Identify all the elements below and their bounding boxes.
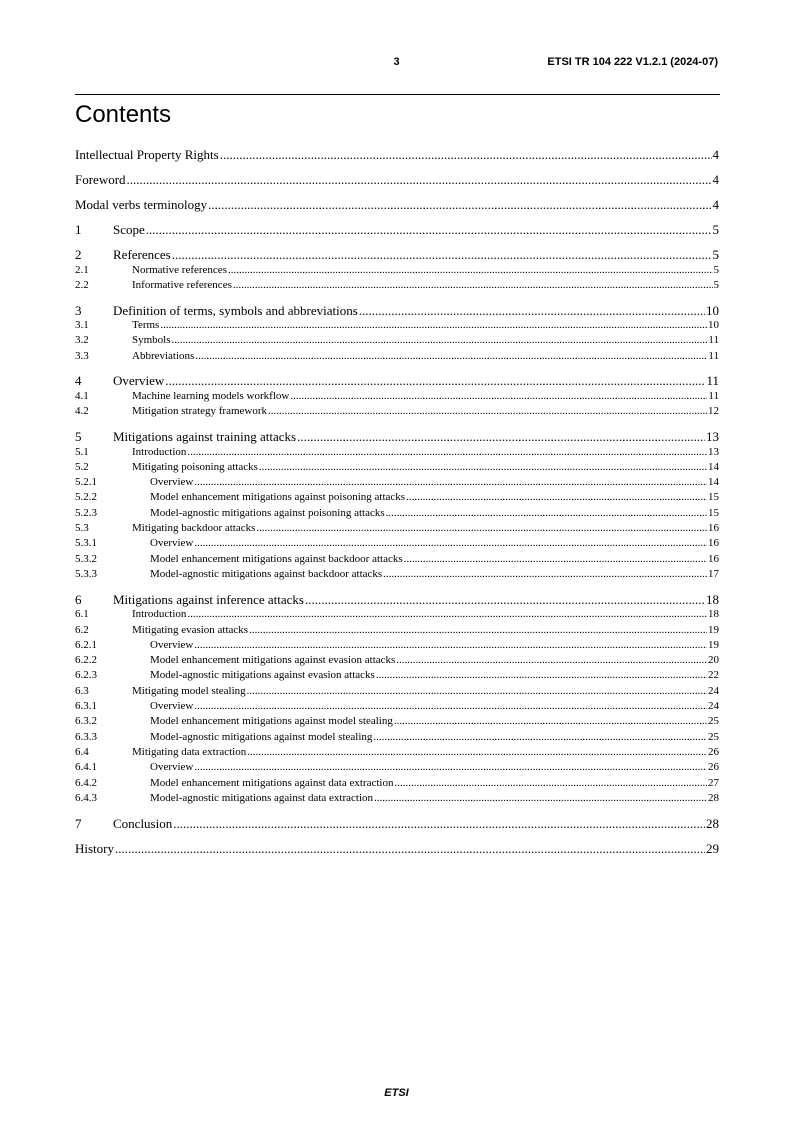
toc-dot-leader	[404, 552, 707, 567]
toc-entry-page[interactable]: 28	[706, 815, 719, 831]
toc-entry-number: 5.2.2	[75, 491, 97, 504]
toc-entry-number: 4	[75, 373, 82, 389]
toc-entry-page[interactable]: 4	[712, 172, 719, 187]
toc-entry-page[interactable]: 25	[708, 715, 719, 728]
header-rule	[75, 94, 720, 95]
toc-entry-number: 5.2.1	[75, 476, 97, 489]
toc-entry-number: 6.4	[75, 745, 89, 758]
page-title: Contents	[75, 101, 172, 128]
toc-entry[interactable]	[75, 278, 719, 293]
toc-entry[interactable]	[75, 592, 719, 608]
toc-entry[interactable]	[75, 460, 719, 475]
toc-entry-number: 5.3.3	[75, 567, 97, 580]
toc-dot-leader	[194, 536, 707, 551]
toc-entry-page[interactable]: 14	[708, 460, 719, 473]
toc-entry-title[interactable]: Introduction	[132, 445, 187, 458]
toc-entry[interactable]	[75, 404, 719, 419]
toc-entry[interactable]	[75, 552, 719, 567]
toc-dot-leader	[194, 638, 707, 653]
toc-entry[interactable]	[75, 745, 719, 760]
toc-entry-number: 6.2.2	[75, 654, 97, 667]
toc-entry[interactable]	[75, 333, 719, 348]
toc-entry-number: 5.3.1	[75, 537, 97, 550]
toc-dot-leader	[259, 460, 707, 475]
toc-entry-number: 5.3.2	[75, 552, 97, 565]
toc-entry-page[interactable]: 24	[708, 684, 719, 697]
toc-entry-page[interactable]: 15	[708, 506, 719, 519]
toc-entry-page[interactable]: 11	[708, 389, 719, 402]
toc-dot-leader	[187, 607, 707, 622]
toc-dot-leader	[290, 389, 707, 404]
toc-entry[interactable]	[75, 623, 719, 638]
toc-dot-leader	[194, 760, 707, 775]
toc-dot-leader	[359, 303, 705, 319]
toc-entry-number: 6.4.3	[75, 791, 97, 804]
toc-entry[interactable]	[75, 506, 719, 521]
toc-entry-page[interactable]: 20	[708, 654, 719, 667]
toc-dot-leader	[146, 222, 712, 238]
toc-entry[interactable]	[75, 668, 719, 683]
toc-entry[interactable]	[75, 197, 719, 213]
toc-entry-title[interactable]: Overview	[150, 537, 194, 550]
toc-entry-title[interactable]: Mitigations against training attacks	[113, 429, 297, 445]
toc-entry-number: 6.4.2	[75, 776, 97, 789]
toc-entry-page[interactable]: 16	[708, 522, 719, 535]
toc-dot-leader	[172, 333, 708, 348]
toc-entry-number: 3.1	[75, 319, 89, 332]
toc-entry[interactable]	[75, 373, 719, 389]
toc-entry-title[interactable]: History	[75, 840, 114, 856]
toc-dot-leader	[173, 816, 705, 832]
toc-dot-leader	[194, 475, 707, 490]
toc-entry-page[interactable]: 17	[708, 567, 719, 580]
toc-entry-title[interactable]: Mitigating data extraction	[132, 745, 247, 758]
toc-entry-title[interactable]: Definition of terms, symbols and abbreviations	[113, 302, 358, 318]
toc-dot-leader	[115, 841, 705, 857]
toc-entry-title[interactable]: Overview	[150, 761, 194, 774]
toc-entry-title[interactable]: Modal verbs terminology	[75, 197, 208, 212]
toc-entry-page[interactable]: 25	[708, 730, 719, 743]
toc-entry-page[interactable]: 16	[708, 537, 719, 550]
toc-dot-leader	[406, 490, 707, 505]
toc-dot-leader	[228, 263, 713, 278]
toc-entry-page[interactable]: 5	[713, 263, 719, 276]
toc-entry-page[interactable]: 13	[708, 445, 719, 458]
document-id: ETSI TR 104 222 V1.2.1 (2024-07)	[547, 56, 718, 68]
toc-entry-number: 2.1	[75, 263, 89, 276]
toc-entry-page[interactable]: 10	[708, 319, 719, 332]
toc-entry[interactable]	[75, 816, 719, 832]
toc-entry-page[interactable]: 27	[708, 776, 719, 789]
toc-entry-title[interactable]: Model enhancement mitigations against evasion attacks	[150, 654, 396, 667]
toc-entry-number: 6.4.1	[75, 761, 97, 774]
toc-entry[interactable]	[75, 263, 719, 278]
toc-entry-title[interactable]: Symbols	[132, 334, 171, 347]
toc-entry[interactable]	[75, 490, 719, 505]
toc-entry-page[interactable]: 15	[708, 491, 719, 504]
toc-entry-title[interactable]: Model enhancement mitigations against backdoor attacks	[150, 552, 403, 565]
toc-entry[interactable]	[75, 714, 719, 729]
toc-dot-leader	[256, 521, 707, 536]
toc-entry-page[interactable]: 10	[706, 302, 719, 318]
toc-entry-page[interactable]: 11	[708, 334, 719, 347]
toc-dot-leader	[127, 172, 712, 188]
toc-entry-page[interactable]: 18	[706, 591, 719, 607]
toc-entry-number: 2	[75, 247, 82, 262]
table-of-contents	[75, 147, 719, 856]
toc-entry-number: 5.2	[75, 460, 89, 473]
toc-entry-number: 5.2.3	[75, 506, 97, 519]
toc-entry-page[interactable]: 11	[706, 373, 719, 389]
toc-dot-leader	[374, 791, 707, 806]
page-number: 3	[393, 56, 400, 68]
toc-entry-title[interactable]: Overview	[150, 700, 194, 713]
toc-entry[interactable]	[75, 247, 719, 263]
toc-dot-leader	[165, 373, 705, 389]
toc-entry-title[interactable]: Model enhancement mitigations against poisoning attacks	[150, 491, 406, 504]
toc-dot-leader	[394, 714, 707, 729]
toc-entry-title[interactable]: Model-agnostic mitigations against data extraction	[150, 791, 373, 804]
toc-entry-page[interactable]: 22	[708, 669, 719, 682]
toc-entry[interactable]	[75, 684, 719, 699]
toc-entry-number: 2.2	[75, 278, 89, 291]
toc-dot-leader	[249, 623, 707, 638]
toc-entry[interactable]	[75, 776, 719, 791]
toc-entry-title[interactable]: Mitigating model stealing	[132, 684, 246, 697]
toc-entry[interactable]	[75, 172, 719, 188]
toc-entry-page[interactable]: 19	[708, 638, 719, 651]
toc-entry-number: 6.2.3	[75, 669, 97, 682]
toc-entry-number: 6.3	[75, 684, 89, 697]
toc-entry[interactable]	[75, 567, 719, 582]
toc-entry-title[interactable]: Model enhancement mitigations against data extraction	[150, 776, 394, 789]
toc-entry-title[interactable]: Overview	[150, 638, 194, 651]
toc-entry-title[interactable]: Mitigating poisoning attacks	[132, 460, 258, 473]
toc-dot-leader	[160, 318, 707, 333]
toc-entry-title[interactable]: Intellectual Property Rights	[75, 147, 219, 162]
toc-entry-page[interactable]: 13	[706, 429, 719, 445]
toc-entry-number: 5.3	[75, 522, 89, 535]
toc-entry-number: 6.3.3	[75, 730, 97, 743]
toc-entry-number: 5.1	[75, 445, 89, 458]
toc-entry-title[interactable]: Model-agnostic mitigations against model stealing	[150, 730, 373, 743]
toc-dot-leader	[194, 699, 707, 714]
toc-entry[interactable]	[75, 303, 719, 319]
toc-dot-leader	[195, 349, 707, 364]
toc-entry[interactable]	[75, 429, 719, 445]
toc-entry-title[interactable]: Terms	[132, 319, 160, 332]
toc-entry-title[interactable]: Mitigating evasion attacks	[132, 623, 249, 636]
toc-dot-leader	[394, 776, 707, 791]
toc-entry-page[interactable]: 24	[708, 700, 719, 713]
toc-entry[interactable]	[75, 760, 719, 775]
toc-entry-page[interactable]: 12	[708, 405, 719, 418]
toc-dot-leader	[376, 668, 707, 683]
toc-entry-title[interactable]: Model-agnostic mitigations against backdoor attacks	[150, 567, 383, 580]
toc-entry-title[interactable]: References	[113, 247, 171, 262]
toc-entry-title[interactable]: Mitigating backdoor attacks	[132, 522, 256, 535]
toc-dot-leader	[396, 653, 707, 668]
toc-entry-page[interactable]: 28	[708, 791, 719, 804]
toc-entry[interactable]	[75, 349, 719, 364]
toc-entry-number: 6.2	[75, 623, 89, 636]
toc-entry-page[interactable]: 26	[708, 745, 719, 758]
toc-entry-title[interactable]: Informative references	[132, 278, 232, 291]
toc-entry-number: 4.1	[75, 389, 89, 402]
toc-dot-leader	[220, 147, 712, 163]
toc-entry-page[interactable]: 18	[708, 608, 719, 621]
toc-entry-number: 3.3	[75, 349, 89, 362]
toc-entry-title[interactable]: Introduction	[132, 608, 187, 621]
toc-entry-number: 6.3.2	[75, 715, 97, 728]
toc-entry-title[interactable]: Foreword	[75, 172, 126, 187]
toc-entry-page[interactable]: 29	[706, 840, 719, 856]
toc-entry-number: 4.2	[75, 405, 89, 418]
toc-entry-page[interactable]: 4	[712, 147, 719, 162]
toc-entry[interactable]	[75, 147, 719, 163]
toc-entry-number: 3.2	[75, 334, 89, 347]
toc-entry-title[interactable]: Abbreviations	[132, 349, 195, 362]
toc-entry-title[interactable]: Scope	[113, 222, 145, 237]
toc-entry-number: 6	[75, 591, 82, 607]
toc-entry[interactable]	[75, 536, 719, 551]
toc-entry-page[interactable]: 4	[712, 197, 719, 212]
toc-entry[interactable]	[75, 607, 719, 622]
toc-dot-leader	[373, 730, 707, 745]
toc-entry-page[interactable]: 16	[708, 552, 719, 565]
toc-entry-page[interactable]: 19	[708, 623, 719, 636]
toc-entry[interactable]	[75, 841, 719, 857]
toc-entry-title[interactable]: Conclusion	[113, 815, 173, 831]
toc-dot-leader	[383, 567, 707, 582]
toc-entry-page[interactable]: 14	[708, 476, 719, 489]
toc-entry[interactable]	[75, 222, 719, 238]
toc-entry-title[interactable]: Machine learning models workflow	[132, 389, 290, 402]
toc-entry-title[interactable]: Normative references	[132, 263, 227, 276]
toc-entry-number: 6.1	[75, 608, 89, 621]
toc-entry-title[interactable]: Mitigations against inference attacks	[113, 591, 304, 607]
toc-dot-leader	[247, 745, 707, 760]
toc-dot-leader	[187, 445, 707, 460]
toc-entry[interactable]	[75, 791, 719, 806]
toc-entry-title[interactable]: Overview	[150, 476, 194, 489]
toc-entry-title[interactable]: Model enhancement mitigations against model stealing	[150, 715, 393, 728]
toc-entry-number: 5	[75, 429, 82, 445]
toc-entry[interactable]	[75, 475, 719, 490]
toc-entry[interactable]	[75, 699, 719, 714]
toc-dot-leader	[386, 506, 707, 521]
toc-entry-page[interactable]: 11	[708, 349, 719, 362]
toc-entry[interactable]	[75, 318, 719, 333]
toc-entry[interactable]	[75, 653, 719, 668]
toc-entry-number: 6.2.1	[75, 638, 97, 651]
toc-dot-leader	[172, 247, 712, 263]
toc-dot-leader	[268, 404, 707, 419]
toc-dot-leader	[208, 197, 711, 213]
toc-entry-page[interactable]: 5	[713, 278, 719, 291]
toc-entry-number: 1	[75, 222, 82, 237]
toc-entry-title[interactable]: Mitigation strategy framework	[132, 405, 268, 418]
toc-dot-leader	[297, 429, 705, 445]
toc-dot-leader	[247, 684, 707, 699]
toc-entry-title[interactable]: Overview	[113, 373, 165, 389]
toc-entry-title[interactable]: Model-agnostic mitigations against poisoning attacks	[150, 506, 385, 519]
toc-dot-leader	[233, 278, 713, 293]
toc-entry[interactable]	[75, 521, 719, 536]
toc-entry-page[interactable]: 26	[708, 761, 719, 774]
toc-dot-leader	[305, 592, 705, 608]
toc-entry[interactable]	[75, 389, 719, 404]
toc-entry[interactable]	[75, 638, 719, 653]
toc-entry-number: 3	[75, 302, 82, 318]
toc-entry-page[interactable]: 5	[712, 247, 719, 262]
footer-etsi: ETSI	[384, 1087, 409, 1099]
toc-entry[interactable]	[75, 445, 719, 460]
toc-entry[interactable]	[75, 730, 719, 745]
toc-entry-number: 7	[75, 815, 82, 831]
toc-entry-page[interactable]: 5	[712, 222, 719, 237]
toc-entry-title[interactable]: Model-agnostic mitigations against evasion attacks	[150, 669, 375, 682]
toc-entry-number: 6.3.1	[75, 700, 97, 713]
